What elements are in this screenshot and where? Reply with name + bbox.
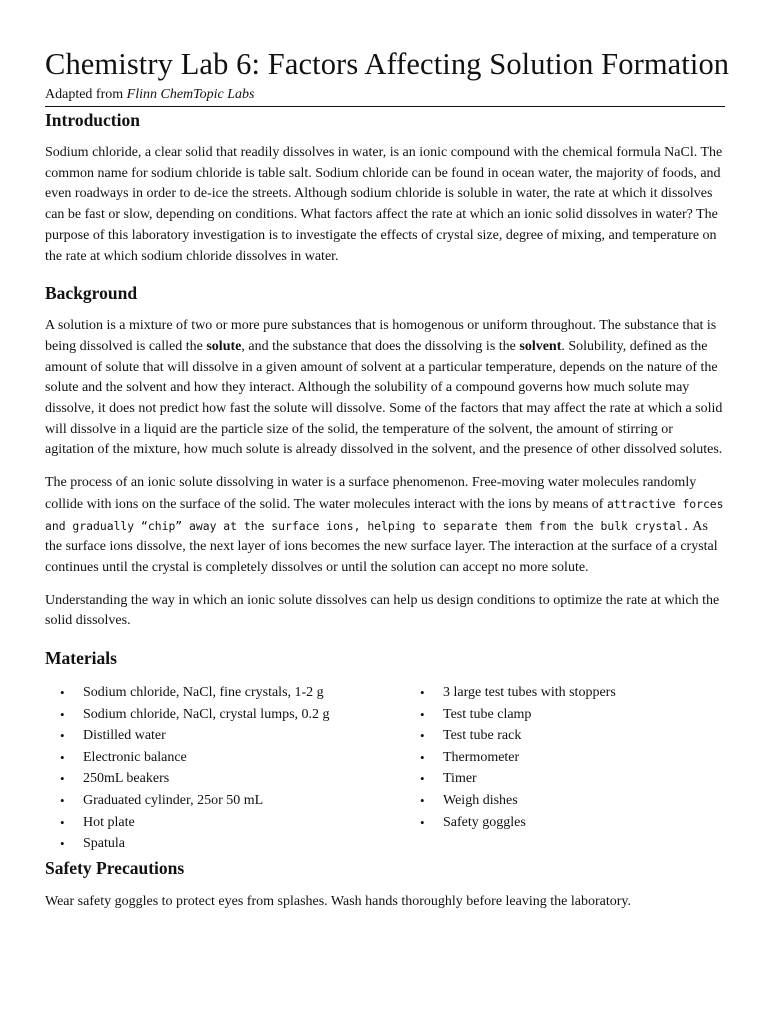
background-paragraph-2 [45, 473, 725, 579]
introduction-heading: Introduction [45, 110, 140, 130]
list-item: • Hot plate [45, 812, 405, 834]
list-item: • Timer [405, 768, 725, 790]
materials-heading: Materials [45, 648, 117, 669]
list-item: • Spatula [45, 833, 405, 855]
list-item: • Weigh dishes [405, 790, 725, 812]
bg-p2-part-b: As the surface ions dissolve, the next layer of ions becomes the new surface layer. The interaction at the surface of a crystal continues until the crystal is completely dissolves or until the solution can accept no more solute. [45, 518, 718, 575]
list-item: • 250mL beakers [45, 768, 405, 790]
safety-text: Wear safety goggles to protect eyes from splashes. Wash hands thoroughly before leaving the laboratory. [45, 893, 631, 909]
list-item: • Distilled water [45, 725, 405, 747]
materials-list [45, 682, 725, 855]
document-title: Chemistry Lab 6: Factors Affecting Solution Formation [45, 47, 730, 81]
list-item: • Thermometer [405, 747, 725, 769]
list-item: • 3 large test tubes with stoppers [405, 682, 725, 704]
bg-p2-part-a: The process of an ionic solute dissolving in water is a surface phenomenon. Free-moving water molecules randomly collide with ions on the surface of the solid. The water molecules interact with the ions by means of [45, 475, 697, 512]
list-item: • Test tube rack [405, 725, 725, 747]
document-page [45, 44, 730, 913]
attribution-prefix: Adapted from [45, 87, 127, 102]
list-item: • Test tube clamp [405, 704, 725, 726]
list-item: • Sodium chloride, NaCl, crystal lumps, 0.2 g [45, 704, 405, 726]
materials-list-right [405, 682, 725, 855]
materials-list-left [45, 682, 405, 855]
list-item: • Safety goggles [405, 812, 725, 834]
background-heading: Background [45, 283, 138, 304]
solute-term: solute [206, 338, 242, 354]
list-item: • Graduated cylinder, 25or 50 mL [45, 790, 405, 812]
bg-p1-part-a: A solution is a mixture of two or more pure substances that is homogenous or uniform throughout. The substance that is being dissolved is called the [45, 318, 717, 354]
list-item: • Electronic balance [45, 747, 405, 769]
safety-heading: Safety Precautions [45, 857, 185, 878]
bg-p1-part-b: , and the substance that does the dissolving is the [241, 338, 520, 354]
background-paragraph-3: Understanding the way in which an ionic solute dissolves can help us design conditions to optimize the rate at which the solid dissolves. [45, 592, 720, 629]
background-paragraph-1 [45, 316, 725, 461]
attribution-source: Flinn ChemTopic Labs [126, 87, 255, 102]
source-attribution [45, 86, 725, 107]
list-item: • Sodium chloride, NaCl, fine crystals, 1-2 g [45, 682, 405, 704]
introduction-text: Sodium chloride, a clear solid that readily dissolves in water, is an ionic compound with the chemical formula NaCl. The common name for sodium chloride is table salt. Sodium chloride can be found in ocean water, the majority of foods, and even roadways in order to de-ice the streets. Although sodium chloride is soluble in water, the rate at which it dissolves can be fast or slow, depending on conditions. What factors affect the rate at which an ionic solid dissolves in water? The purpose of this laboratory investigation is to investigate the effects of crystal size, degree of mixing, and temperature on the rate at which sodium chloride dissolves in water. [45, 145, 723, 264]
bg-p2-mono-text: attractive forces and gradually “chip” away at the surface ions, helping to separate them from the bulk crystal. [45, 496, 724, 533]
bg-p1-part-c: . Solubility, defined as the amount of solute that will dissolve in a given amount of solvent at a particular temperature, depends on the nature of the solute and the solvent and how they interact. Although the solubility of a compound governs how much solute may dissolve, it does not predict how fast the solute will dissolve. Some of the factors that may affect the rate at which a solid will dissolve in a liquid are the particle size of the solid, the temperature of the solvent, the amount of stirring or agitation of the mixture, how much solute is already dissolved in the solvent, and the presence of other dissolved solutes. [45, 338, 723, 458]
solvent-term: solvent [519, 338, 562, 354]
